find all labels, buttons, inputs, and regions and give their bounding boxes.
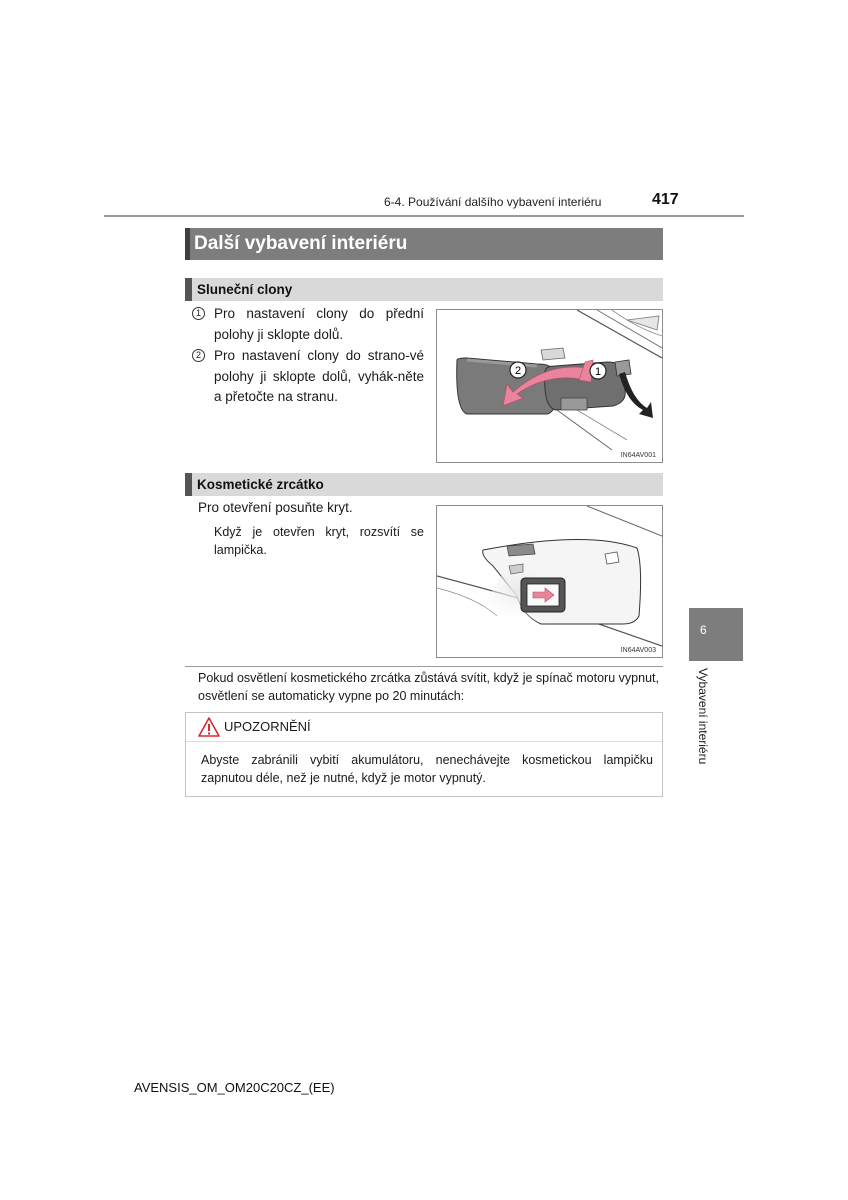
figure-code: IN64AV001 bbox=[620, 452, 656, 459]
caution-box bbox=[185, 712, 663, 797]
vanity-instruction: Pro otevření posuňte kryt. bbox=[198, 500, 353, 515]
footer-doc-id: AVENSIS_OM_OM20C20CZ_(EE) bbox=[134, 1080, 335, 1095]
vanity-mirror-illustration bbox=[436, 505, 663, 658]
step-number-badge: 2 bbox=[192, 349, 205, 362]
step-number-badge: 1 bbox=[192, 307, 205, 320]
note-divider bbox=[185, 666, 663, 667]
step-text: Pro nastavení clony do přední polohy ji sklopte dolů. bbox=[214, 306, 424, 342]
chapter-label: Vybavení interiéru bbox=[696, 668, 710, 765]
chapter-tab bbox=[689, 608, 743, 661]
callout-1: 1 bbox=[594, 366, 602, 378]
caution-text: Abyste zabránili vybití akumulátoru, nenechávejte kosmetickou lampičku zapnutou déle, než je nutné, když je motor vypnutý. bbox=[201, 753, 653, 785]
page-number: 417 bbox=[652, 191, 679, 208]
header-divider bbox=[104, 215, 744, 217]
figure-code: IN64AV003 bbox=[620, 647, 656, 654]
chapter-number: 6 bbox=[700, 623, 707, 637]
callout-2: 2 bbox=[514, 365, 522, 377]
vanity-sub-note: Když je otevřen kryt, rozsvítí se lampička. bbox=[214, 525, 424, 557]
section-heading-vanity-mirror: Kosmetické zrcátko bbox=[185, 473, 663, 496]
sun-visor-illustration bbox=[436, 309, 663, 463]
section-heading-sun-visors: Sluneční clony bbox=[185, 278, 663, 301]
list-item bbox=[192, 346, 424, 408]
warning-triangle-icon bbox=[198, 717, 220, 737]
step-text: Pro nastavení clony do strano-vé polohy ji sklopte dolů, vyhák-něte a přetočte na stranu. bbox=[214, 348, 424, 404]
running-header-title: 6-4. Používání dalšího vybavení interiéru bbox=[384, 195, 602, 209]
caution-header bbox=[186, 713, 662, 742]
page-title: Další vybavení interiéru bbox=[185, 228, 663, 260]
note-text: Pokud osvětlení kosmetického zrcátka zůstává svítit, když je spínač motoru vypnut, osvětlení se automaticky vypne po 20 minutách: bbox=[198, 671, 659, 703]
caution-label: UPOZORNĚNÍ bbox=[224, 719, 311, 734]
list-item bbox=[192, 304, 424, 345]
